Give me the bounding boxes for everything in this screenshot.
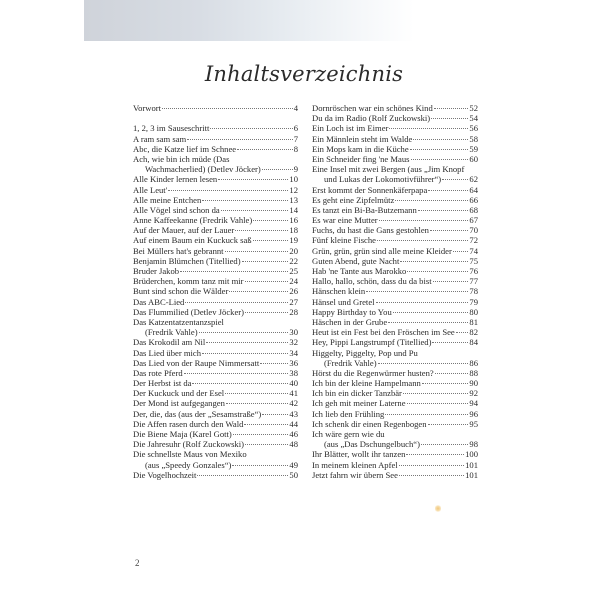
toc-entry-title: Der Herbst ist da xyxy=(133,378,192,389)
toc-entry-page: 8 xyxy=(293,143,298,154)
toc-entry[interactable] xyxy=(133,235,298,245)
page-title: Inhaltsverzeichnis xyxy=(204,62,404,86)
decorative-mark xyxy=(435,505,441,512)
toc-entry-page: 79 xyxy=(469,296,478,307)
toc-entry[interactable] xyxy=(312,317,478,327)
toc-entry-title: Ich schenk dir einen Regenbogen xyxy=(312,418,427,429)
toc-entry-page: 38 xyxy=(289,367,298,378)
toc-entry-page: 54 xyxy=(469,113,478,124)
toc-entry-page: 101 xyxy=(465,459,478,470)
leader-dots xyxy=(395,200,468,201)
toc-entry-title: Es tanzt ein Bi-Ba-Butzemann xyxy=(312,204,417,215)
toc-entry-page: 24 xyxy=(289,276,298,287)
toc-entry-page: 14 xyxy=(289,204,298,215)
toc-entry-title: Häschen in der Grube xyxy=(312,316,388,327)
leader-dots xyxy=(226,403,289,404)
leader-dots xyxy=(434,108,469,109)
toc-entry[interactable] xyxy=(133,174,298,184)
toc-column-left xyxy=(133,103,298,480)
leader-dots xyxy=(366,291,468,292)
leader-dots xyxy=(407,271,468,272)
leader-dots xyxy=(235,230,288,231)
toc-entry-title: Fünf kleine Fische xyxy=(312,235,376,246)
toc-entry-page: 67 xyxy=(469,215,478,226)
leader-dots xyxy=(199,332,289,333)
toc-entry-title: Ein Mops kam in die Küche xyxy=(312,143,409,154)
toc-entry[interactable] xyxy=(312,470,478,480)
toc-entry-page: 59 xyxy=(469,143,478,154)
toc-entry-page: 40 xyxy=(289,378,298,389)
leader-dots xyxy=(202,200,288,201)
leader-dots xyxy=(253,220,288,221)
toc-entry-page: 4 xyxy=(293,103,298,113)
toc-entry[interactable] xyxy=(133,134,298,144)
toc-entry-title: Jetzt fahrn wir übern See xyxy=(312,469,398,480)
toc-entry-page: 74 xyxy=(469,245,478,256)
toc-entry[interactable] xyxy=(312,327,478,337)
toc-entry-page: 66 xyxy=(469,194,478,205)
toc-entry-page: 30 xyxy=(289,327,298,338)
toc-entry-title: Brüderchen, komm tanz mit mir xyxy=(133,276,244,287)
leader-dots xyxy=(242,261,289,262)
toc-entry-title: Hänsel und Gretel xyxy=(312,296,375,307)
toc-entry-page: 52 xyxy=(469,103,478,113)
toc-entry-page: 9 xyxy=(293,164,298,175)
toc-entry-title: Bunt sind schon die Wälder xyxy=(133,286,229,297)
toc-entry-page: 50 xyxy=(289,469,298,480)
leader-dots xyxy=(206,342,288,343)
leader-dots xyxy=(430,230,468,231)
toc-entry[interactable] xyxy=(312,307,478,317)
toc-entry-page: 20 xyxy=(289,245,298,256)
toc-entry-page: 27 xyxy=(289,296,298,307)
leader-dots xyxy=(442,179,468,180)
leader-dots xyxy=(262,169,293,170)
toc-entry-page: 58 xyxy=(469,133,478,144)
toc-entry[interactable] xyxy=(312,256,478,266)
toc-entry-page: 28 xyxy=(289,306,298,317)
toc-entry[interactable] xyxy=(312,123,478,133)
toc-entry[interactable] xyxy=(133,419,298,429)
leader-dots xyxy=(400,261,468,262)
toc-column-right xyxy=(312,103,478,480)
leader-dots xyxy=(245,281,289,282)
toc-entry-title: Der Mond ist aufgegangen xyxy=(133,398,225,409)
toc-entry-page: 62 xyxy=(469,174,478,185)
toc-entry-title: Hey, Pippi Langstrumpf (Titellied) xyxy=(312,337,432,348)
toc-entry-page: 76 xyxy=(469,266,478,276)
leader-dots xyxy=(411,159,469,160)
toc-entry[interactable] xyxy=(312,368,478,378)
toc-entry-title: Alle meine Entchen xyxy=(133,194,202,205)
toc-entry-title-line1: Ach, wie bin ich müde (Das xyxy=(133,153,230,164)
leader-dots xyxy=(399,465,464,466)
leader-dots xyxy=(376,302,469,303)
toc-entry-title: Hänschen klein xyxy=(312,286,366,297)
toc-entry-page: 68 xyxy=(469,204,478,215)
leader-dots xyxy=(385,414,468,415)
toc-entry-title: Hallo, hallo, schön, dass du da bist xyxy=(312,276,432,287)
toc-entry[interactable] xyxy=(133,378,298,388)
leader-dots xyxy=(379,220,469,221)
toc-entry-title: Heut ist ein Fest bei den Fröschen im See xyxy=(312,327,455,338)
toc-entry-title: Das rote Pferd xyxy=(133,367,183,378)
leader-dots xyxy=(422,383,469,384)
toc-entry[interactable] xyxy=(133,409,298,419)
toc-entry-page: 10 xyxy=(289,174,298,185)
leader-dots xyxy=(262,414,288,415)
toc-entry-page: 88 xyxy=(469,367,478,378)
leader-dots xyxy=(253,240,289,241)
toc-entry[interactable] xyxy=(312,348,478,368)
toc-entry-title: Das Krokodil am Nil xyxy=(133,337,206,348)
toc-entry-title: Alle Kinder lernen lesen xyxy=(133,174,218,185)
header-decorative-band xyxy=(84,0,414,41)
toc-entry[interactable] xyxy=(133,337,298,347)
leader-dots xyxy=(421,444,468,445)
toc-entry-title: Das Flummilied (Detlev Jöcker) xyxy=(133,306,244,317)
toc-entry[interactable] xyxy=(133,276,298,286)
leader-dots xyxy=(389,128,468,129)
toc-entry-title: Es war eine Mutter xyxy=(312,215,378,226)
toc-entry[interactable] xyxy=(133,449,298,469)
toc-entry[interactable] xyxy=(312,113,478,123)
toc-entry-page: 78 xyxy=(469,286,478,297)
leader-dots xyxy=(435,373,469,374)
toc-entry-page: 100 xyxy=(465,449,478,460)
toc-entry-page: 70 xyxy=(469,225,478,236)
leader-dots xyxy=(377,240,468,241)
leader-dots xyxy=(413,139,468,140)
leader-dots xyxy=(432,342,468,343)
leader-dots xyxy=(245,444,288,445)
toc-entry-page: 82 xyxy=(469,327,478,338)
toc-entry-title: Ihr Blätter, wollt ihr tanzen xyxy=(312,449,406,460)
toc-entry-page: 7 xyxy=(293,133,298,144)
toc-entry-page: 34 xyxy=(289,347,298,358)
toc-entry[interactable] xyxy=(312,460,478,470)
toc-entry-title: Grün, grün, grün sind alle meine Kleider xyxy=(312,245,452,256)
toc-entry-page: 25 xyxy=(289,266,298,276)
toc-entry-title: Ich bin der kleine Hampelmann xyxy=(312,378,421,389)
leader-dots xyxy=(456,332,469,333)
toc-entry[interactable] xyxy=(312,297,478,307)
toc-entry-page: 56 xyxy=(469,123,478,134)
toc-entry[interactable] xyxy=(133,205,298,215)
toc-entry-title: Hörst du die Regenwürmer husten? xyxy=(312,367,434,378)
toc-entry-title: Das ABC-Lied xyxy=(133,296,185,307)
toc-entry-page: 41 xyxy=(289,388,298,399)
toc-entry[interactable] xyxy=(133,256,298,266)
toc-entry[interactable] xyxy=(312,103,478,113)
toc-entry-page: 48 xyxy=(289,439,298,450)
toc-entry[interactable] xyxy=(133,358,298,368)
toc-entry[interactable] xyxy=(133,307,298,317)
toc-entry-title: Benjamin Blümchen (Titellied) xyxy=(133,255,241,266)
toc-entry-title: Bei Müllers hat's gebrannt xyxy=(133,245,224,256)
leader-dots xyxy=(225,393,288,394)
toc-entry-page: 60 xyxy=(469,153,478,164)
toc-entry-page: 80 xyxy=(469,306,478,317)
toc-entry-title: Auf einem Baum ein Kuckuck saß xyxy=(133,235,252,246)
toc-entry-page: 26 xyxy=(289,286,298,297)
toc-entry-title-line1: Das Katzentatzentanzspiel xyxy=(133,316,224,327)
toc-entry-title: (Fredrik Vahle) xyxy=(324,357,377,368)
toc-entry-title: Ein Loch ist im Eimer xyxy=(312,123,389,134)
toc-entry-page: 84 xyxy=(469,337,478,348)
toc-entry-title: Das Lied über mich xyxy=(133,347,202,358)
leader-dots xyxy=(406,454,464,455)
toc-entry-page: 96 xyxy=(469,408,478,419)
toc-entry[interactable] xyxy=(133,388,298,398)
toc-entry-page: 64 xyxy=(469,184,478,195)
toc-entry[interactable] xyxy=(312,205,478,215)
leader-dots xyxy=(418,210,469,211)
leader-dots xyxy=(168,190,288,191)
toc-entry-title: Die Vogelhochzeit xyxy=(133,469,197,480)
toc-entry-page: 44 xyxy=(289,418,298,429)
toc-entry-title: Du da im Radio (Rolf Zuckowski) xyxy=(312,113,431,124)
toc-entry-title: In meinem kleinen Apfel xyxy=(312,459,398,470)
toc-entry-title: Die Jahresuhr (Rolf Zuckowski) xyxy=(133,439,244,450)
toc-entry-title-line1: Ich wäre gern wie du xyxy=(312,429,385,439)
leader-dots xyxy=(428,424,469,425)
leader-dots xyxy=(244,424,288,425)
toc-entry-title: Alle Leut' xyxy=(133,184,168,195)
toc-entry-title-line1: Higgelty, Piggelty, Pop und Pu xyxy=(312,347,418,358)
toc-entry-page: 90 xyxy=(469,378,478,389)
toc-entry-page: 19 xyxy=(289,235,298,246)
toc-entry-title: Ein Männlein steht im Walde xyxy=(312,133,413,144)
toc-entry-page: 32 xyxy=(289,337,298,348)
toc-entry-title-line1: Eine Insel mit zwei Bergen (aus „Jim Knopf xyxy=(312,164,465,175)
leader-dots xyxy=(162,108,293,109)
toc-entry-title: Wachmacherlied) (Detlev Jöcker) xyxy=(145,164,261,175)
toc-entry-title: Alle Vögel sind schon da xyxy=(133,204,220,215)
leader-dots xyxy=(192,383,288,384)
toc-entry[interactable] xyxy=(133,195,298,205)
toc-entry[interactable] xyxy=(133,286,298,296)
toc-entry[interactable] xyxy=(312,398,478,408)
toc-entry-title: Happy Birthday to You xyxy=(312,306,392,317)
leader-dots xyxy=(378,363,469,364)
toc-entry-title: Dornröschen war ein schönes Kind xyxy=(312,103,433,113)
toc-entry[interactable] xyxy=(312,195,478,205)
toc-entry-page: 13 xyxy=(289,194,298,205)
toc-entry-title: Auf der Mauer, auf der Lauer xyxy=(133,225,235,236)
toc-entry[interactable] xyxy=(133,144,298,154)
toc-entry[interactable] xyxy=(133,215,298,225)
leader-dots xyxy=(407,403,469,404)
toc-entry[interactable] xyxy=(133,439,298,449)
toc-entry-title: (aus „Das Dschungelbuch“) xyxy=(324,439,420,450)
toc-entry-page: 16 xyxy=(289,215,298,226)
leader-dots xyxy=(229,291,288,292)
toc-entry-title: Hab 'ne Tante aus Marokko xyxy=(312,266,407,276)
toc-entry[interactable] xyxy=(312,246,478,256)
leader-dots xyxy=(218,179,288,180)
toc-entry[interactable] xyxy=(312,276,478,286)
toc-entry-title: (aus „Speedy Gonzales“) xyxy=(145,459,232,470)
toc-entry[interactable] xyxy=(133,246,298,256)
leader-dots xyxy=(237,149,293,150)
toc-entry-page: 46 xyxy=(289,429,298,439)
toc-entry[interactable] xyxy=(133,429,298,439)
toc-entry-page: 22 xyxy=(289,255,298,266)
toc-entry-title: A ram sam sam xyxy=(133,133,187,144)
toc-entry-title: Anne Kaffeekanne (Fredrik Vahle) xyxy=(133,215,253,226)
leader-dots xyxy=(197,475,288,476)
leader-dots xyxy=(431,118,468,119)
toc-entry[interactable] xyxy=(312,134,478,144)
toc-entry-title: Erst kommt der Sonnenkäferpapa xyxy=(312,184,428,195)
toc-entry-page: 18 xyxy=(289,225,298,236)
toc-entry[interactable] xyxy=(312,215,478,225)
leader-dots xyxy=(180,271,288,272)
leader-dots xyxy=(225,251,289,252)
toc-entry-title: Ich lieb den Frühling xyxy=(312,408,385,419)
leader-dots xyxy=(410,149,469,150)
toc-spacer xyxy=(133,113,298,123)
toc-entry[interactable] xyxy=(312,266,478,276)
toc-entry-title: und Lukas der Lokomotivführer“) xyxy=(324,174,442,185)
toc-entry[interactable] xyxy=(312,225,478,235)
leader-dots xyxy=(428,190,468,191)
toc-entry-title: Bruder Jakob xyxy=(133,266,180,276)
toc-entry-title: Fuchs, du hast die Gans gestohlen xyxy=(312,225,429,236)
toc-entry-title: Ich bin ein dicker Tanzbär xyxy=(312,388,402,399)
leader-dots xyxy=(388,322,468,323)
leader-dots xyxy=(184,373,289,374)
toc-entry[interactable] xyxy=(312,144,478,154)
toc-entry[interactable] xyxy=(312,185,478,195)
leader-dots xyxy=(393,312,469,313)
leader-dots xyxy=(399,475,464,476)
toc-entry[interactable] xyxy=(312,388,478,398)
leader-dots xyxy=(245,312,288,313)
leader-dots xyxy=(221,210,289,211)
toc-entry[interactable] xyxy=(133,398,298,408)
toc-entry-title: Vorwort xyxy=(133,103,162,113)
toc-entry-page: 42 xyxy=(289,398,298,409)
toc-entry[interactable] xyxy=(312,449,478,459)
toc-entry[interactable] xyxy=(133,225,298,235)
toc-entry[interactable] xyxy=(133,297,298,307)
toc-entry-title: Der, die, das (aus der „Sesamstraße“) xyxy=(133,408,262,419)
toc-entry[interactable] xyxy=(133,154,298,174)
toc-entry-page: 95 xyxy=(469,418,478,429)
toc-entry-title: (Fredrik Vahle) xyxy=(145,327,198,338)
toc-entry-page: 49 xyxy=(289,459,298,470)
leader-dots xyxy=(403,393,468,394)
toc-entry[interactable] xyxy=(312,429,478,449)
toc-entry-title: Die Affen rasen durch den Wald xyxy=(133,418,244,429)
toc-entry-title: Der Kuckuck und der Esel xyxy=(133,388,225,399)
toc-entry-title: Abc, die Katze lief im Schnee xyxy=(133,143,237,154)
toc-entry[interactable] xyxy=(133,266,298,276)
toc-entry-page: 101 xyxy=(465,469,478,480)
page-number: 2 xyxy=(135,558,140,568)
toc-entry-page: 36 xyxy=(289,357,298,368)
leader-dots xyxy=(210,128,292,129)
leader-dots xyxy=(260,363,288,364)
leader-dots xyxy=(185,302,288,303)
toc-entry[interactable] xyxy=(312,154,478,164)
toc-entry[interactable] xyxy=(133,123,298,133)
leader-dots xyxy=(232,465,288,466)
toc-entry-page: 77 xyxy=(469,276,478,287)
toc-entry-title: Das Lied von der Raupe Nimmersatt xyxy=(133,357,260,368)
toc-entry[interactable] xyxy=(133,317,298,337)
toc-entry[interactable] xyxy=(312,286,478,296)
toc-entry-page: 72 xyxy=(469,235,478,246)
leader-dots xyxy=(187,139,292,140)
toc-entry[interactable] xyxy=(133,348,298,358)
toc-entry-page: 92 xyxy=(469,388,478,399)
toc-entry[interactable] xyxy=(133,185,298,195)
toc-entry[interactable] xyxy=(312,419,478,429)
toc-entry[interactable] xyxy=(133,368,298,378)
toc-entry-title: Guten Abend, gute Nacht xyxy=(312,255,400,266)
toc-entry[interactable] xyxy=(133,470,298,480)
toc-entry-page: 43 xyxy=(289,408,298,419)
leader-dots xyxy=(202,353,288,354)
toc-entry[interactable] xyxy=(312,235,478,245)
toc-entry-page: 86 xyxy=(469,357,478,368)
toc-entry-title-line1: Die schnellste Maus von Mexiko xyxy=(133,449,247,460)
toc-entry-page: 98 xyxy=(469,439,478,450)
toc-entry-title: Es geht eine Zipfelmütz xyxy=(312,194,395,205)
toc-entry-title: Ich geh mit meiner Laterne xyxy=(312,398,406,409)
toc-entry-page: 75 xyxy=(469,255,478,266)
toc-entry-page: 6 xyxy=(293,123,298,134)
leader-dots xyxy=(233,434,289,435)
toc-entry[interactable] xyxy=(312,409,478,419)
toc-entry[interactable] xyxy=(312,337,478,347)
toc-entry-page: 81 xyxy=(469,316,478,327)
leader-dots xyxy=(453,251,469,252)
toc-entry[interactable] xyxy=(312,164,478,184)
toc-entry-page: 94 xyxy=(469,398,478,409)
leader-dots xyxy=(433,281,469,282)
toc-entry[interactable] xyxy=(312,378,478,388)
toc-entry-title: 1, 2, 3 im Sauseschritt xyxy=(133,123,210,134)
toc-entry[interactable] xyxy=(133,103,298,113)
toc-entry-page: 12 xyxy=(289,184,298,195)
toc-entry-title: Die Biene Maja (Karel Gott) xyxy=(133,429,232,439)
toc-entry-title: Ein Schneider fing 'ne Maus xyxy=(312,153,410,164)
